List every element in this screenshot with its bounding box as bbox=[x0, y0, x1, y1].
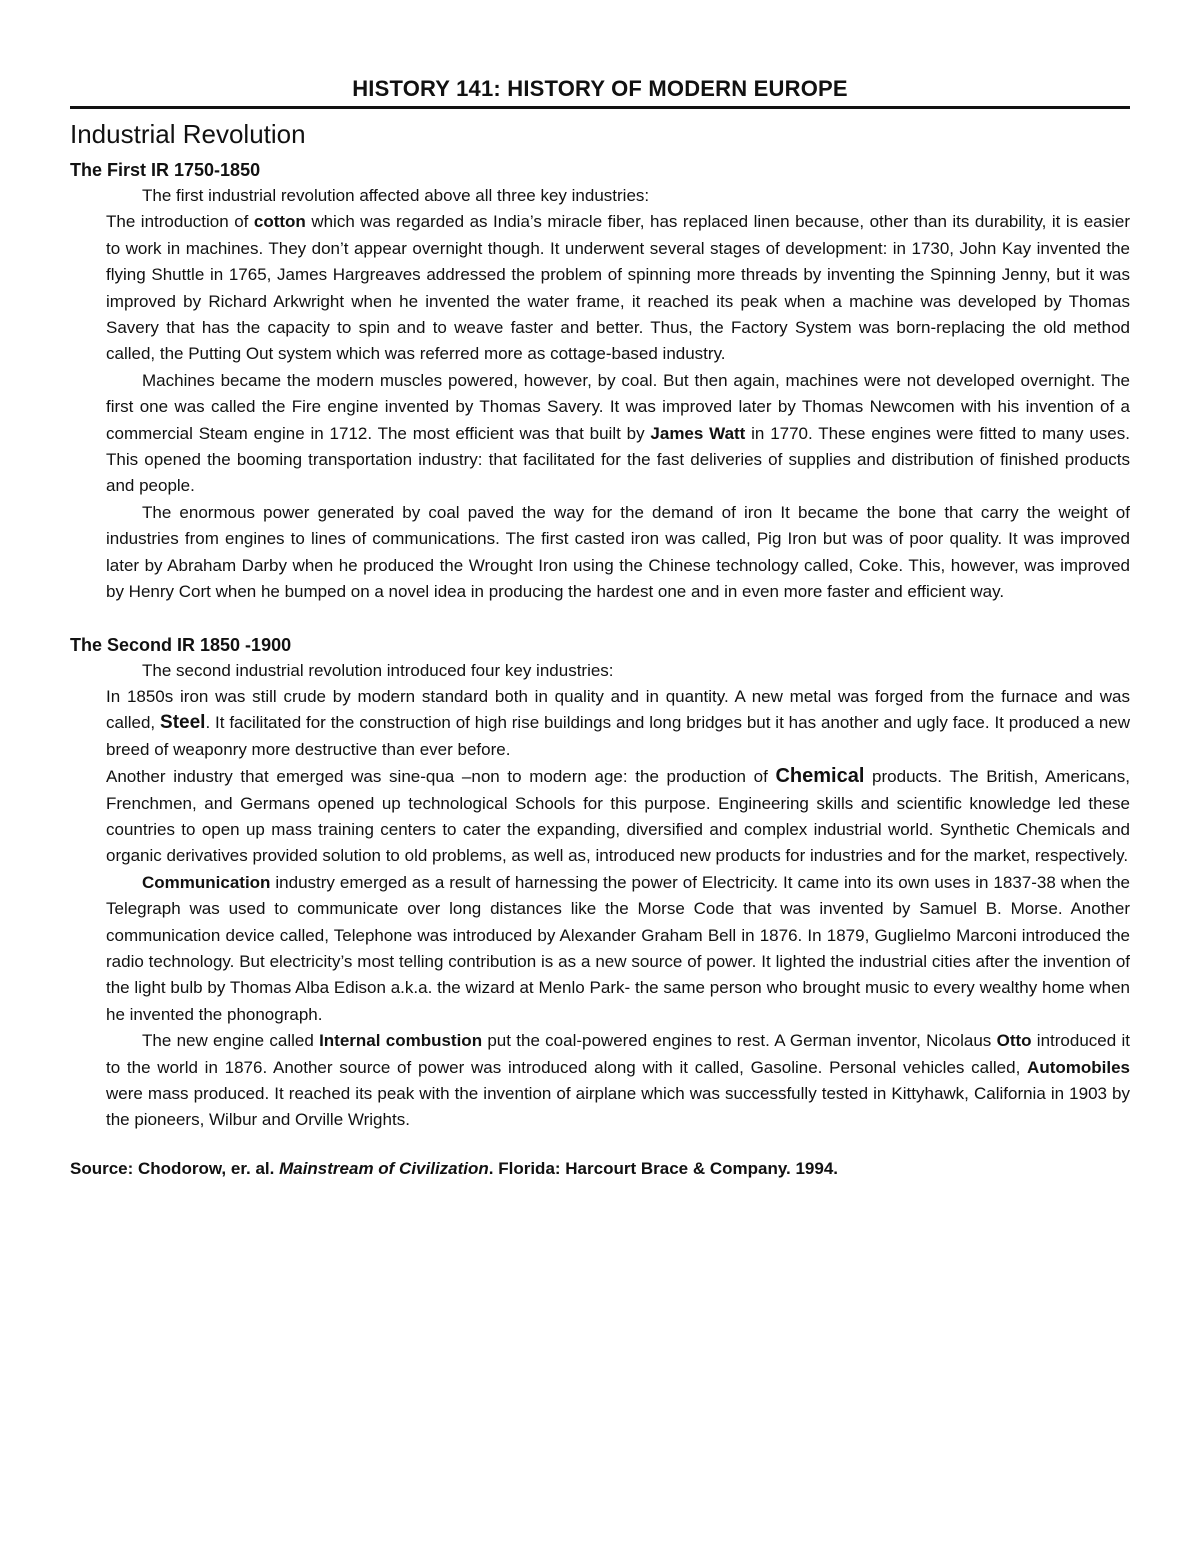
text-run: put the coal-powered engines to rest. A German inventor, Nicolaus bbox=[482, 1031, 997, 1051]
keyword-cotton: cotton bbox=[253, 212, 306, 232]
course-title: HISTORY 141: HISTORY OF MODERN EUROPE bbox=[352, 76, 848, 101]
keyword-otto: Otto bbox=[996, 1031, 1032, 1051]
text-run: Another industry that emerged was sine-qua –non to modern age: the production of bbox=[106, 767, 776, 787]
section-heading-first-ir: The First IR 1750-1850 bbox=[70, 160, 261, 180]
text-run: Machines became the modern muscles powered, however, by coal. But then again, machines were not developed overnight. The first one was called the Fire engine invented by Thomas Savery. It was improved later by Thomas Newcomen with his invention of a commercial Steam engine in 1712. The most efficient was that built by bbox=[106, 370, 1130, 443]
first-ir-intro: The first industrial revolution affected above all three key industries: bbox=[142, 186, 650, 205]
source-suffix: . Florida: Harcourt Brace & Company. 1994. bbox=[488, 1158, 839, 1178]
text-run: products. The British, Americans, Frenchmen, and Germans opened up technological Schools for this purpose. Engineering skills and scientific knowledge led these countries to open up mass training centers to cater the expanding, diversified and complex industrial world. Synthetic Chemicals and organic derivatives provided solution to old problems, as well as, introduced new products for industries and for the market, respectively. bbox=[106, 767, 1130, 866]
text-run: introduced it to the world in 1876. Another source of power was introduced along with it called, Gasoline. Personal vehicles called, bbox=[106, 1031, 1130, 1077]
keyword-steel: Steel bbox=[160, 712, 206, 734]
keyword-communication: Communication bbox=[142, 872, 271, 892]
first-ir-paragraph-coal bbox=[70, 368, 1130, 500]
document-page bbox=[70, 74, 1130, 1182]
header-rule bbox=[70, 106, 1130, 109]
second-ir-paragraph-chemical bbox=[70, 763, 1130, 870]
text-run: industry emerged as a result of harnessing the power of Electricity. It came into its own uses in 1837-38 when the Telegraph was used to communicate over long distances like the Morse Code that was invented by Samuel B. Morse. Another communication device called, Telephone was introduced by Alexander Graham Bell in 1876. In 1879, Guglielmo Marconi introduced the radio technology. But electricity’s most telling contribution is as a new source of power. It lighted the industrial cities after the invention of the light bulb by Thomas Alba Edison a.k.a. the wizard at Menlo Park- the same person who brought music to every wealthy home when he invented the phonograph. bbox=[106, 872, 1130, 1024]
section-heading-second-ir: The Second IR 1850 -1900 bbox=[70, 634, 292, 655]
second-ir-paragraph-steel bbox=[70, 684, 1130, 763]
source-prefix: Source: Chodorow, er. al. bbox=[70, 1158, 280, 1178]
keyword-internal-combustion: Internal combustion bbox=[319, 1031, 483, 1051]
text-run: in 1770. These engines were fitted to many uses. This opened the booming transportation industry: that facilitated for the fast deliveries of supplies and distribution of finished products and people. bbox=[106, 423, 1130, 496]
text-run: were mass produced. It reached its peak with the invention of airplane which was successfully tested in Kittyhawk, California in 1903 by the pioneers, Wilbur and Orville Wrights. bbox=[106, 1084, 1130, 1130]
first-ir-paragraph-textile bbox=[70, 209, 1130, 367]
second-ir-intro: The second industrial revolution introduced four key industries: bbox=[142, 660, 614, 680]
source-book-title: Mainstream of Civilization bbox=[279, 1158, 489, 1178]
document-title: Industrial Revolution bbox=[70, 119, 306, 149]
text-run: In 1850s iron was still crude by modern standard both in quality and in quantity. A new metal was forged from the furnace and was called, bbox=[106, 686, 1130, 733]
first-ir-paragraph-iron: The enormous power generated by coal paved the way for the demand of iron It became the bone that carry the weight of industries from engines to lines of communications. The first casted iron was called, Pig Iron but was of poor quality. It was improved later by Abraham Darby when he produced the Wrought Iron using the Chinese technology called, Coke. This, however, was improved by Henry Cort when he bumped on a novel idea in producing the hardest one and in even more faster and efficient way. bbox=[106, 502, 1130, 602]
keyword-chemical: Chemical bbox=[775, 765, 865, 788]
text-run: The new engine called bbox=[142, 1031, 320, 1051]
text-run: which was regarded as India’s miracle fiber, has replaced linen because, other than its durability, it is easier to work in machines. They don’t appear overnight though. It underwent several stages of development: in 1730, John Kay invented the flying Shuttle in 1765, James Hargreaves addressed the problem of spinning more threads by inventing the Spinning Jenny, but it was improved by Richard Arkwright when he invented the water frame, it reached its peak when a machine was developed by Thomas Savery that has the capacity to spin and to weave faster and better. Thus, the Factory System was born-replacing the old method called, the Putting Out system which was referred more as cottage-based industry. bbox=[106, 212, 1130, 364]
text-run: . It facilitated for the construction of high rise buildings and long bridges but it has another and ugly face. It produced a new breed of weaponry more destructive than ever before. bbox=[106, 713, 1131, 759]
second-ir-paragraph-combustion bbox=[70, 1028, 1130, 1134]
second-ir-paragraph-communication bbox=[70, 870, 1130, 1028]
source-citation bbox=[70, 1156, 1130, 1182]
keyword-automobiles: Automobiles bbox=[1027, 1057, 1130, 1077]
keyword-james-watt: James Watt bbox=[650, 423, 746, 443]
text-run: The introduction of bbox=[106, 212, 254, 232]
